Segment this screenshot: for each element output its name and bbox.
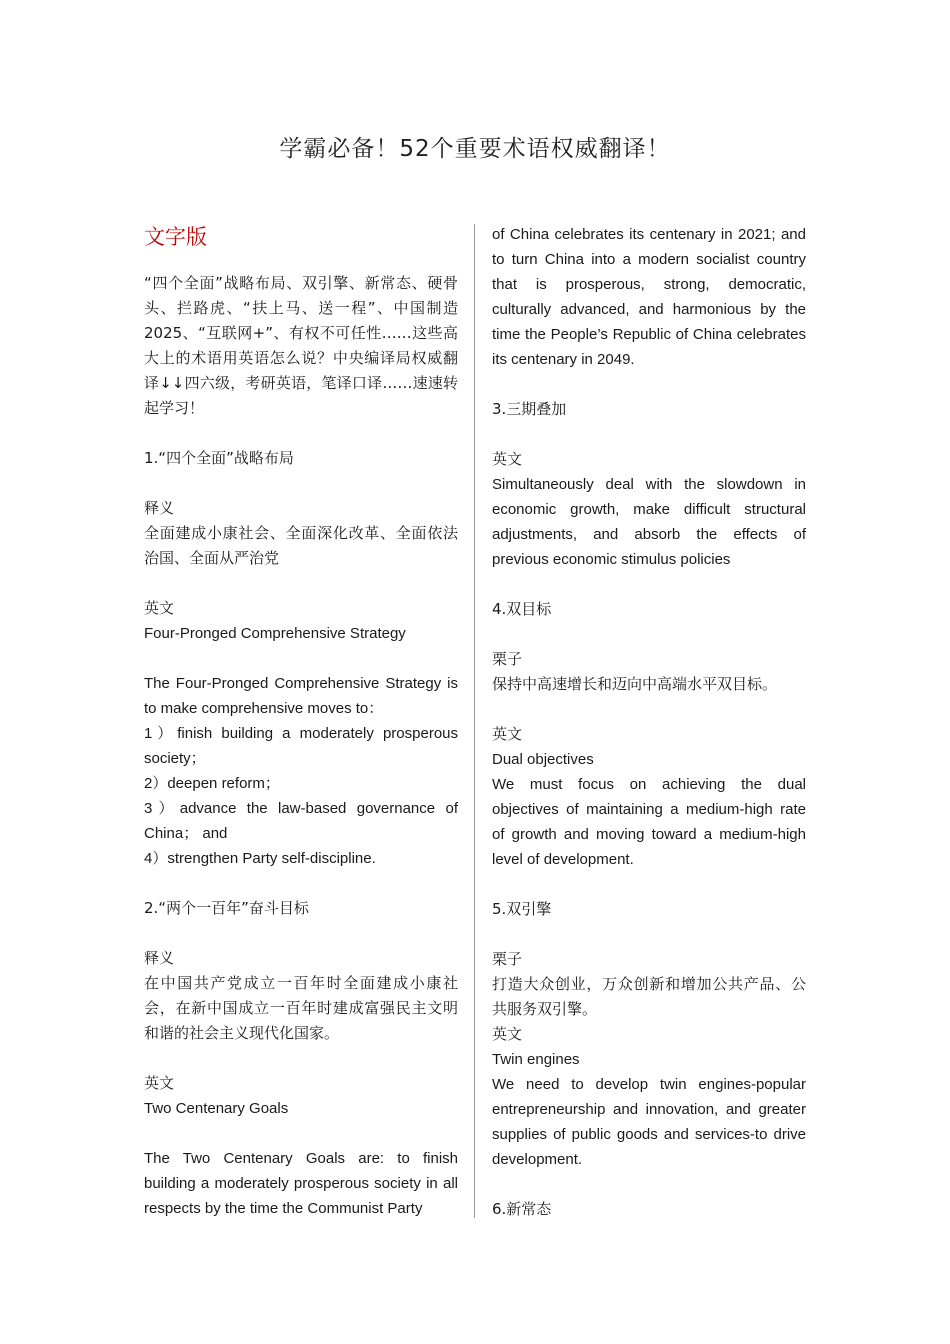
item5-en-label: 英文 (492, 1025, 523, 1043)
item4-en-label: 英文 (492, 725, 523, 743)
item3-en-label: 英文 (492, 450, 523, 468)
item1-en-term: Four-Pronged Comprehensive Strategy (144, 625, 406, 642)
item4-heading: 4.双目标 (492, 600, 552, 618)
item1-list-item: 4）strengthen Party self-discipline. (144, 850, 376, 867)
item1-list-item: 2）deepen reform； (144, 775, 280, 792)
item2-shiyi-label: 释义 (144, 949, 175, 967)
left-column (144, 222, 458, 1221)
item1-shiyi-label: 释义 (144, 499, 175, 517)
item5-lizi-label: 栗子 (492, 950, 523, 968)
item2-en-desc: The Two Centenary Goals are: to finish building a moderately prosperous society in all respects by the time the Communist Party (144, 1150, 458, 1217)
item5-lizi-text: 打造大众创业，万众创新和增加公共产品、公共服务双引擎。 (492, 975, 806, 1018)
page-title: 学霸必备！52个重要术语权威翻译！ (279, 136, 671, 162)
item1-list-item: 1）finish building a moderately prosperous society； (144, 725, 458, 767)
item4-lizi-label: 栗子 (492, 650, 523, 668)
item2-en-label: 英文 (144, 1074, 175, 1092)
item1-en-label: 英文 (144, 599, 175, 617)
column-divider (474, 224, 475, 1218)
right-column (492, 222, 806, 1222)
item1-shiyi-text: 全面建成小康社会、全面深化改革、全面依法治国、全面从严治党 (144, 524, 458, 567)
section-title: 文字版 (144, 225, 207, 249)
item5-en-term: Twin engines (492, 1051, 580, 1068)
item5-heading: 5.双引擎 (492, 900, 552, 918)
item5-en-desc: We need to develop twin engines-popular entrepreneurship and innovation, and greater supplies of public goods and services-to drive development. (492, 1076, 806, 1168)
item1-en-desc: The Four-Pronged Comprehensive Strategy is to make comprehensive moves to： (144, 675, 458, 717)
item1-list-item: 3）advance the law-based governance of China； and (144, 800, 458, 842)
item3-heading: 3.三期叠加 (492, 400, 567, 418)
item4-en-desc: We must focus on achieving the dual objectives of maintaining a medium-high rate of growth and moving toward a medium-high level of development. (492, 776, 806, 868)
item2-en-desc-continued: of China celebrates its centenary in 2021; and to turn China into a modern socialist country that is prosperous, strong, democratic, culturally advanced, and harmonious by the time the People’s Republic of China celebrates its centenary in 2049. (492, 226, 806, 368)
item4-en-term: Dual objectives (492, 751, 594, 768)
item4-lizi-text: 保持中高速增长和迈向中高端水平双目标。 (492, 675, 778, 693)
item2-shiyi-text: 在中国共产党成立一百年时全面建成小康社会，在新中国成立一百年时建成富强民主文明和谐的社会主义现代化国家。 (144, 974, 458, 1042)
intro-paragraph: “四个全面”战略布局、双引擎、新常态、硬骨头、拦路虎、“扶上马、送一程”、中国制造2025、“互联网+”、有权不可任性……这些高大上的术语用英语怎么说？中央编译局权威翻译↓↓四六级，考研英语，笔译口译……速速转起学习！ (144, 274, 458, 417)
item3-en-text: Simultaneously deal with the slowdown in economic growth, make difficult structural adjustments, and absorb the effects of previous economic stimulus policies (492, 476, 806, 568)
item2-heading: 2.“两个一百年”奋斗目标 (144, 899, 309, 917)
item6-heading: 6.新常态 (492, 1200, 552, 1218)
item1-heading: 1.“四个全面”战略布局 (144, 449, 294, 467)
item2-en-term: Two Centenary Goals (144, 1100, 289, 1117)
